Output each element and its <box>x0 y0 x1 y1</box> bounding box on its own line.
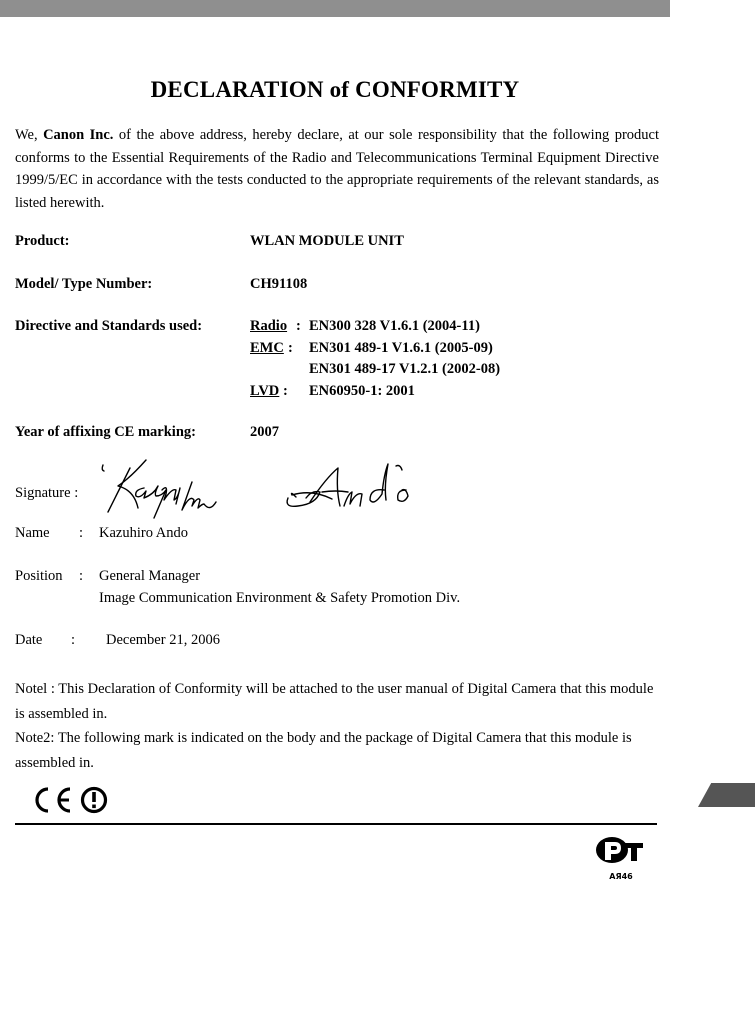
gost-certification-icon <box>595 835 647 869</box>
ce-year-value: 2007 <box>250 424 279 440</box>
emc-colon: : <box>288 340 293 356</box>
position-colon: : <box>79 568 84 584</box>
model-label: Model/ Type Number: <box>15 276 153 292</box>
position-line-2: Image Communication Environment & Safety Promotion Div. <box>99 590 461 606</box>
emc-standard-1: EN301 489-1 V1.6.1 (2005-09) <box>309 340 493 356</box>
date-value: December 21, 2006 <box>106 632 220 648</box>
intro-paragraph <box>15 124 659 214</box>
model-value: CH91108 <box>250 276 308 292</box>
directive-label: Directive and Standards used: <box>15 318 203 334</box>
handwritten-signature <box>100 450 435 525</box>
company-name: Canon Inc. <box>43 127 114 143</box>
lvd-key: LVD <box>250 383 280 399</box>
gost-mark <box>595 835 647 881</box>
note-2: Note2: The following mark is indicated on the body and the package of Digital Camera that this module is assembled in. <box>15 730 632 771</box>
emc-standard-2: EN301 489-17 V1.2.1 (2002-08) <box>309 361 501 377</box>
name-colon: : <box>79 525 84 541</box>
lvd-colon: : <box>283 383 288 399</box>
radio-standard: EN300 328 V1.6.1 (2004-11) <box>309 318 480 334</box>
intro-lead: We, <box>15 127 44 143</box>
position-line-1: General Manager <box>99 568 201 584</box>
ce-alert-mark-icon <box>26 785 110 815</box>
product-value: WLAN MODULE UNIT <box>250 233 404 249</box>
header-bar <box>0 0 670 17</box>
page-side-tab <box>698 783 755 807</box>
divider-line <box>15 823 657 825</box>
lvd-standard: EN60950-1: 2001 <box>309 383 415 399</box>
date-colon: : <box>71 632 76 648</box>
date-label: Date <box>15 632 43 648</box>
name-label: Name <box>15 525 50 541</box>
product-label: Product: <box>15 233 70 249</box>
emc-key: EMC <box>250 340 284 356</box>
radio-colon: : <box>296 318 301 334</box>
document-title: DECLARATION of CONFORMITY <box>150 77 520 102</box>
note-1: Notel : This Declaration of Conformity will be attached to the user manual of Digital Camera that this module is assembled in. <box>15 681 654 722</box>
position-label: Position <box>15 568 63 584</box>
intro-body: of the above address, hereby declare, at our sole responsibility that the following product conforms to the Essential Requirements of the Radio and Telecommunications Terminal Equipment Directive 1999/5/EC in accordance with the tests conducted to the appropriate requirements of the relevant standards, as listed herewith. <box>15 127 659 211</box>
radio-key: Radio <box>250 318 288 334</box>
ce-year-label: Year of affixing CE marking: <box>15 424 196 440</box>
gost-code: AЯ46 <box>609 872 633 881</box>
name-value: Kazuhiro Ando <box>99 525 188 541</box>
notes-block <box>15 677 655 775</box>
signature-label: Signature : <box>15 485 79 501</box>
